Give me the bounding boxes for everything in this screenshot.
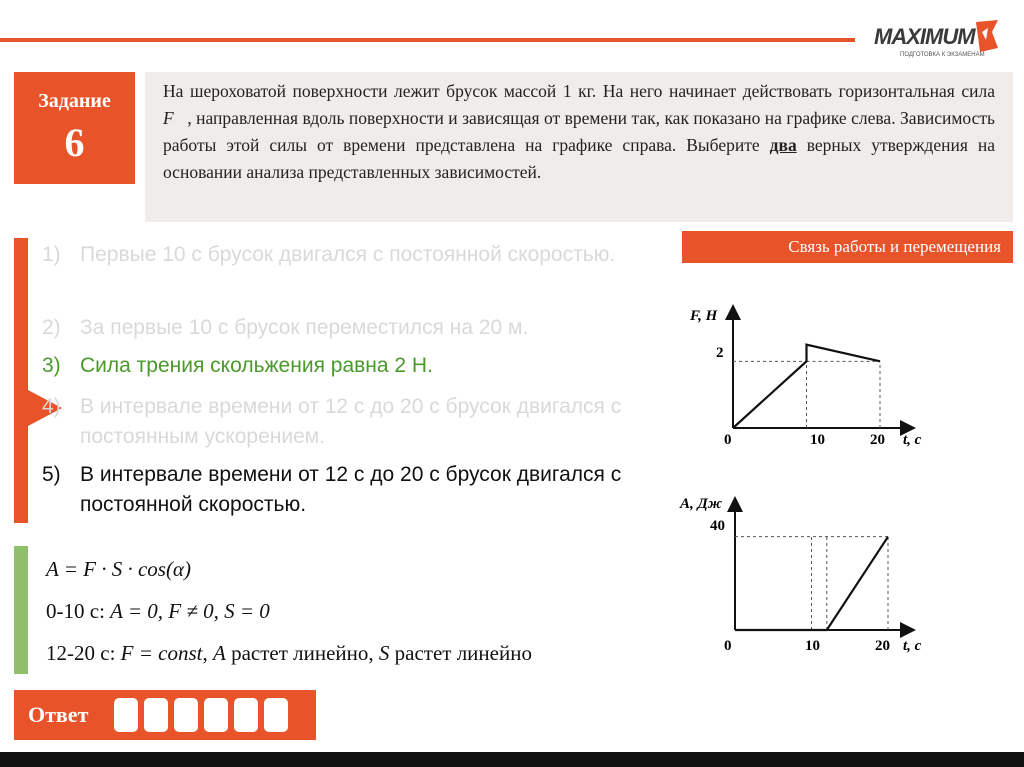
option-2[interactable]: [42, 313, 642, 343]
problem-text-3: верных утверждения на основании анализа представленных зависимостей.: [163, 135, 995, 182]
option-5[interactable]: [42, 460, 642, 520]
answer-cell[interactable]: [114, 698, 138, 732]
x-tick-label: 10: [805, 638, 820, 654]
x-axis-label: t, с: [903, 638, 922, 654]
logo-subtitle: ПОДГОТОВКА К ЭКЗАМЕНАМ: [900, 52, 985, 58]
formulas-accent-bar: [14, 546, 28, 674]
option-text: За первые 10 с брусок переместился на 20 м.: [80, 316, 529, 339]
topic-banner: Связь работы и перемещения: [682, 231, 1013, 263]
force-symbol: F⃗: [163, 108, 188, 128]
x-tick-label: 20: [870, 432, 885, 448]
option-number: 2): [42, 316, 61, 339]
option-4[interactable]: [42, 392, 642, 452]
x-axis-label: t, с: [903, 432, 922, 448]
problem-statement: [145, 72, 1013, 222]
option-number: 1): [42, 243, 61, 266]
force-chart: [680, 298, 940, 458]
option-text: Сила трения скольжения равна 2 Н.: [80, 354, 433, 377]
problem-text-1: На шероховатой поверхности лежит брусок массой 1 кг. На него начинает действовать горизонтальная сила: [163, 81, 995, 101]
answer-cell[interactable]: [174, 698, 198, 732]
option-text: В интервале времени от 12 с до 20 с брусок двигался с постоянной скоростью.: [80, 463, 622, 516]
y-axis-label: F, Н: [690, 308, 718, 324]
logo-flag-icon: [972, 18, 1002, 58]
option-1[interactable]: [42, 240, 642, 270]
header-rule: [0, 38, 855, 42]
y-axis-label: A, Дж: [680, 496, 723, 512]
answer-panel: [14, 690, 316, 740]
options-accent-bar: [14, 238, 28, 523]
option-text: В интервале времени от 12 с до 20 с брусок двигался с постоянным ускорением.: [80, 395, 622, 448]
y-tick-label: 2: [716, 345, 724, 361]
brand-logo: [868, 18, 1008, 68]
x-tick-label: 20: [875, 638, 890, 654]
formula-work: A = F · S · cos(α): [46, 557, 191, 581]
x-tick-label: 10: [810, 432, 825, 448]
task-label: Задание: [38, 90, 111, 112]
problem-emphasis: два: [769, 135, 797, 155]
option-number: 3): [42, 354, 61, 377]
option-text: Первые 10 с брусок двигался с постоянной скоростью.: [80, 243, 616, 266]
answer-cell[interactable]: [204, 698, 228, 732]
footer-rule: [0, 752, 1024, 767]
task-number: 6: [64, 120, 85, 165]
y-tick-label: 40: [710, 518, 725, 534]
logo-word: MAXIMUM: [874, 24, 975, 49]
formula-interval-2: 12-20 с: F = const, A растет линейно, S растет линейно: [46, 641, 532, 665]
solution-formulas: [46, 548, 532, 674]
answer-cell[interactable]: [144, 698, 168, 732]
answer-label: Ответ: [28, 702, 89, 727]
x-tick-label: 0: [724, 638, 732, 654]
formula-interval-1: 0-10 с: A = 0, F ≠ 0, S = 0: [46, 599, 270, 623]
task-badge: [14, 72, 135, 184]
answer-cell[interactable]: [234, 698, 258, 732]
option-number: 4): [42, 395, 61, 418]
answer-cell[interactable]: [264, 698, 288, 732]
x-tick-label: 0: [724, 432, 732, 448]
option-number: 5): [42, 463, 61, 486]
problem-text-2: , направленная вдоль поверхности и зависящая от времени так, как показано на графике слева. Зависимость работы этой силы от времени представлена на графике справа. Выберите: [163, 108, 995, 155]
work-chart: [670, 490, 940, 660]
option-3[interactable]: [42, 351, 642, 381]
